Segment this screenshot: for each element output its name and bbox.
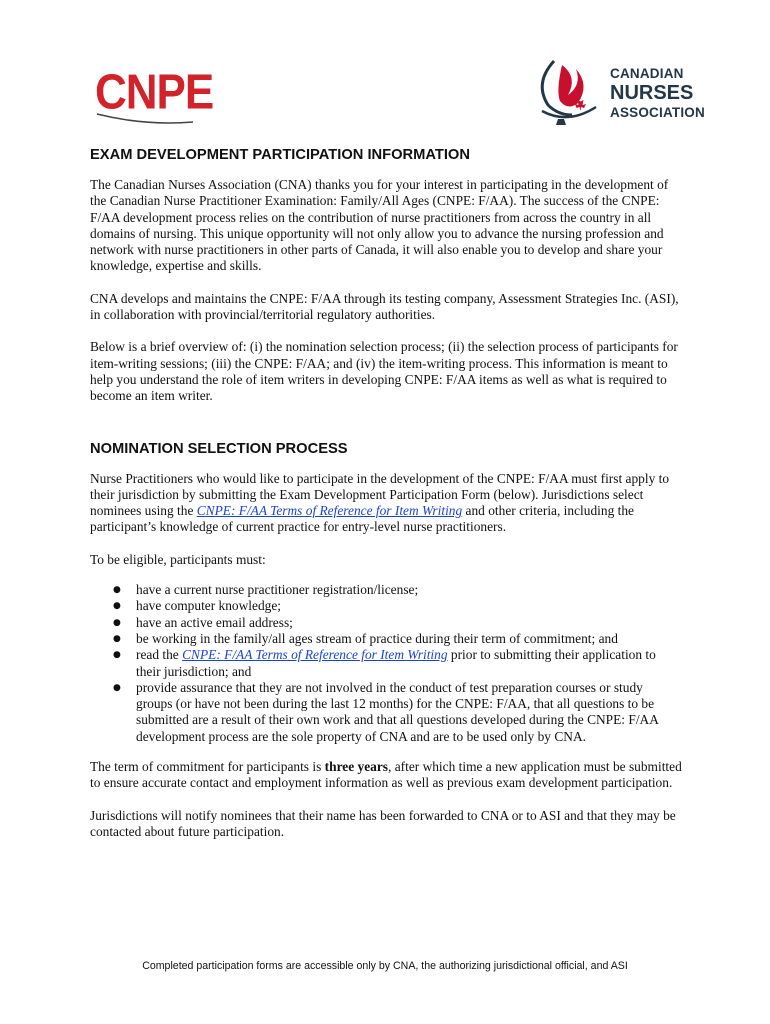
intro-paragraph-2: CNA develops and maintains the CNPE: F/AA through its testing company, Assessment Strategies Inc. (ASI), in collaboration with provincial/territorial regulatory authorities. <box>90 290 679 323</box>
bullet-icon: ● <box>113 633 121 644</box>
document-body <box>90 147 682 856</box>
eligibility-list <box>90 582 682 745</box>
document-title: EXAM DEVELOPMENT PARTICIPATION INFORMATION <box>90 147 470 163</box>
list-item: ● provide assurance that they are not involved in the conduct of test preparation courses or study groups (or have not been during the last 12 months) for the CNPE: F/AA, that all questions to be submitted are a result of their own work and that all questions developed during the CNPE: F/AA development process are the sole property of CNA and are to be used only by CNA. <box>113 679 659 744</box>
cnpe-swoosh-icon <box>95 108 195 126</box>
intro-paragraph-3: Below is a brief overview of: (i) the nomination selection process; (ii) the selection process of participants for item-writing sessions; (iii) the CNPE: F/AA; and (iv) the item-writing process. This information is meant to help you understand the role of item writers in developing CNPE: F/AA items as well as what is required to become an item writer. <box>90 339 678 404</box>
cna-logo-line1: CANADIAN <box>610 66 684 81</box>
term-duration: three years <box>324 759 388 775</box>
list-item: ● have computer knowledge; <box>113 598 282 614</box>
terms-of-reference-link[interactable]: CNPE: F/AA Terms of Reference for Item Writing <box>196 503 463 519</box>
page-footer: Completed participation forms are accessible only by CNA, the authorizing jurisdictional official, and ASI <box>142 960 628 972</box>
cna-wordmark <box>610 67 705 119</box>
cna-logo-line3: ASSOCIATION <box>610 104 705 120</box>
list-item: ● be working in the family/all ages stream of practice during their term of commitment; and <box>113 630 618 646</box>
section-heading-nomination: NOMINATION SELECTION PROCESS <box>90 440 348 457</box>
bullet-icon: ● <box>113 617 121 628</box>
bullet-icon: ● <box>113 601 121 612</box>
bullet-icon: ● <box>113 650 121 661</box>
intro-paragraph-1: The Canadian Nurses Association (CNA) thanks you for your interest in participating in the development of the Canadian Nurse Practitioner Examination: Family/All Ages (CNPE: F/AA). The success of the CNPE: F/AA development process relies on the contribution of nurse practitioners from across the country in all domains of nursing. This unique opportunity will not only allow you to advance the nursing profession and network with nurse practitioners in other parts of Canada, it will also enable you to develop and share your knowledge, expertise and skills. <box>90 177 669 274</box>
cnpe-logo-text: CNPE <box>95 64 214 120</box>
nomination-paragraph <box>90 471 682 536</box>
terms-of-reference-link[interactable]: CNPE: F/AA Terms of Reference for Item Writing <box>182 647 448 663</box>
cna-logo-line2: NURSES <box>610 81 694 104</box>
nomination-text-before: Nurse Practitioners who would like to participate in the development of the CNPE: F/AA must first apply to their jurisdiction by submitting the Exam Development Participation Form (below). Jurisdictions select nominees using the <box>90 470 670 519</box>
term-paragraph: The term of commitment for participants is three years, after which time a new application must be submitted to ensure accurate contact and employment information as well as previous exam development participation. <box>90 759 682 791</box>
cna-logo <box>532 55 712 125</box>
list-item: ● have an active email address; <box>113 614 293 630</box>
list-item: ● have a current nurse practitioner registration/license; <box>113 582 419 598</box>
list-item: ● read the CNPE: F/AA Terms of Reference for Item Writing prior to submitting their application to their jurisdiction; and <box>113 647 656 679</box>
eligibility-intro: To be eligible, participants must: <box>90 551 266 567</box>
notify-paragraph: Jurisdictions will notify nominees that their name has been forwarded to CNA or to ASI and that they may be contacted about future participation. <box>90 807 676 839</box>
bullet-icon: ● <box>113 682 121 693</box>
bullet-icon: ● <box>113 585 121 596</box>
nomination-text-after: and other criteria, including the participant’s knowledge of current practice for entry-level nurse practitioners. <box>90 503 634 535</box>
cnpe-logo <box>95 64 214 128</box>
cna-flame-leaf-icon <box>532 55 604 125</box>
